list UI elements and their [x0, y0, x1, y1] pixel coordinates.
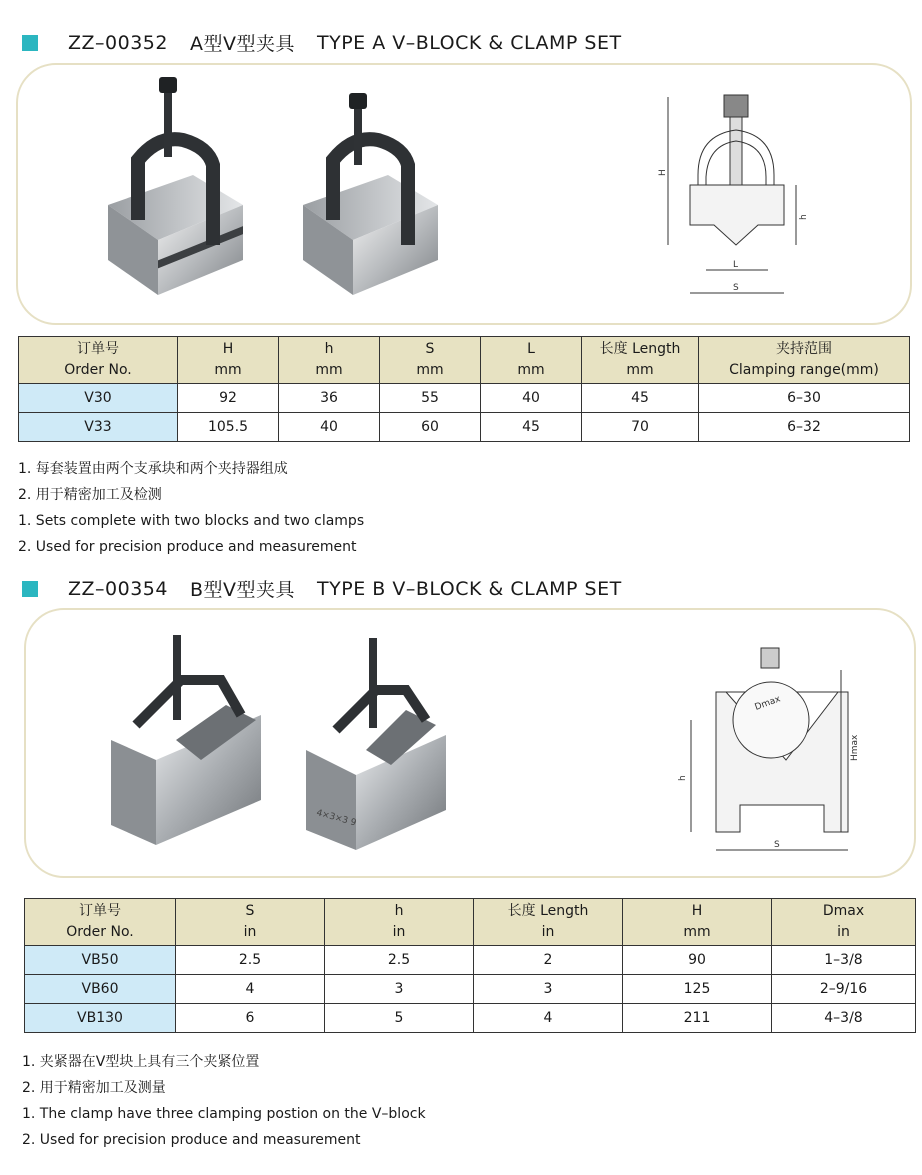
- section-b-code: ZZ–00354: [68, 577, 168, 600]
- cell-order-no: VB60: [25, 975, 176, 1004]
- note-line: 2. 用于精密加工及检测: [18, 487, 162, 503]
- note-line: 1. 每套装置由两个支承块和两个夹持器组成: [18, 461, 288, 477]
- note-line: 1. Sets complete with two blocks and two clamps: [18, 513, 365, 529]
- v-block-b-photo-2: [306, 638, 446, 850]
- section-a-title-cn: A型V型夹具: [189, 33, 295, 55]
- cell: 3: [325, 975, 474, 1004]
- section-a-image-panel: [16, 63, 912, 325]
- section-marker-icon: [22, 581, 38, 597]
- section-a-spec-table: [18, 336, 910, 442]
- cell-order-no: V33: [19, 413, 178, 442]
- v-block-b-photo-1: [111, 635, 261, 845]
- cell: 4: [176, 975, 325, 1004]
- table-header-row: [25, 899, 916, 946]
- cell-order-no: VB50: [25, 946, 176, 975]
- section-b-title: [22, 575, 622, 602]
- section-b-spec-table: [24, 898, 916, 1033]
- cell: 5: [325, 1004, 474, 1033]
- dim-S-label: S: [774, 840, 780, 850]
- cell: 45: [481, 413, 582, 442]
- section-marker-icon: [22, 35, 38, 51]
- cell: 2.5: [325, 946, 474, 975]
- section-a-title: [22, 29, 622, 56]
- header-S: S in: [176, 899, 325, 946]
- dim-Hmax-label: Hmax: [850, 734, 860, 761]
- v-block-photo-1: [108, 77, 243, 295]
- cell: 92: [178, 384, 279, 413]
- cell: 3: [474, 975, 623, 1004]
- table-row: [25, 975, 916, 1004]
- section-a-title-en: TYPE A V–BLOCK & CLAMP SET: [316, 31, 622, 54]
- header-clamping-range: 夹持范围 Clamping range(mm): [699, 337, 910, 384]
- note-line: 1. The clamp have three clamping postion on the V–block: [22, 1106, 426, 1122]
- header-H: H mm: [178, 337, 279, 384]
- section-b-title-en: TYPE B V–BLOCK & CLAMP SET: [317, 577, 622, 600]
- cell-order-no: V30: [19, 384, 178, 413]
- cell: 6–30: [699, 384, 910, 413]
- section-b-notes: [22, 1049, 426, 1153]
- note-line: 2. 用于精密加工及测量: [22, 1080, 166, 1096]
- table-header-row: [19, 337, 910, 384]
- cell-order-no: VB130: [25, 1004, 176, 1033]
- section-b-title-cn: B型V型夹具: [189, 579, 296, 601]
- header-h: h in: [325, 899, 474, 946]
- section-b-image-panel: [24, 608, 916, 878]
- header-H: H mm: [623, 899, 772, 946]
- header-h: h mm: [279, 337, 380, 384]
- note-line: 1. 夹紧器在V型块上具有三个夹紧位置: [22, 1054, 260, 1070]
- header-length: 长度 Length in: [474, 899, 623, 946]
- note-line: 2. Used for precision produce and measurement: [18, 539, 357, 555]
- note-line: 2. Used for precision produce and measurement: [22, 1132, 361, 1148]
- table-row: [25, 946, 916, 975]
- cell: 55: [380, 384, 481, 413]
- section-a-notes: [18, 456, 364, 560]
- header-length: 长度 Length mm: [582, 337, 699, 384]
- section-a-code: ZZ–00352: [68, 31, 168, 54]
- cell: 40: [481, 384, 582, 413]
- cell: 125: [623, 975, 772, 1004]
- cell: 6–32: [699, 413, 910, 442]
- cell: 1–3/8: [772, 946, 916, 975]
- table-row: [25, 1004, 916, 1033]
- cell: 2.5: [176, 946, 325, 975]
- dim-h-label: h: [678, 775, 688, 781]
- cell: 60: [380, 413, 481, 442]
- dim-h-label: h: [799, 214, 809, 220]
- header-Dmax: Dmax in: [772, 899, 916, 946]
- table-row: [19, 384, 910, 413]
- cell: 2–9/16: [772, 975, 916, 1004]
- cell: 70: [582, 413, 699, 442]
- cell: 45: [582, 384, 699, 413]
- cell: 4–3/8: [772, 1004, 916, 1033]
- header-order-no: 订单号 Order No.: [19, 337, 178, 384]
- dim-Dmax-label: Dmax: [753, 694, 782, 713]
- cell: 2: [474, 946, 623, 975]
- v-block-a-diagram: [668, 95, 796, 293]
- header-S: S mm: [380, 337, 481, 384]
- dim-S-label: S: [733, 283, 739, 293]
- v-block-photo-2: [303, 93, 438, 295]
- section-a-illustration: [18, 65, 910, 323]
- section-b-illustration: [26, 610, 914, 876]
- cell: 40: [279, 413, 380, 442]
- dim-L-label: L: [733, 260, 739, 270]
- cell: 211: [623, 1004, 772, 1033]
- dim-H-label: H: [658, 169, 668, 176]
- table-row: [19, 413, 910, 442]
- v-block-b-diagram: [691, 648, 848, 850]
- cell: 6: [176, 1004, 325, 1033]
- cell: 90: [623, 946, 772, 975]
- cell: 4: [474, 1004, 623, 1033]
- cell: 105.5: [178, 413, 279, 442]
- block-marking: 4×3×3 9: [315, 808, 358, 829]
- header-L: L mm: [481, 337, 582, 384]
- header-order-no: 订单号 Order No.: [25, 899, 176, 946]
- cell: 36: [279, 384, 380, 413]
